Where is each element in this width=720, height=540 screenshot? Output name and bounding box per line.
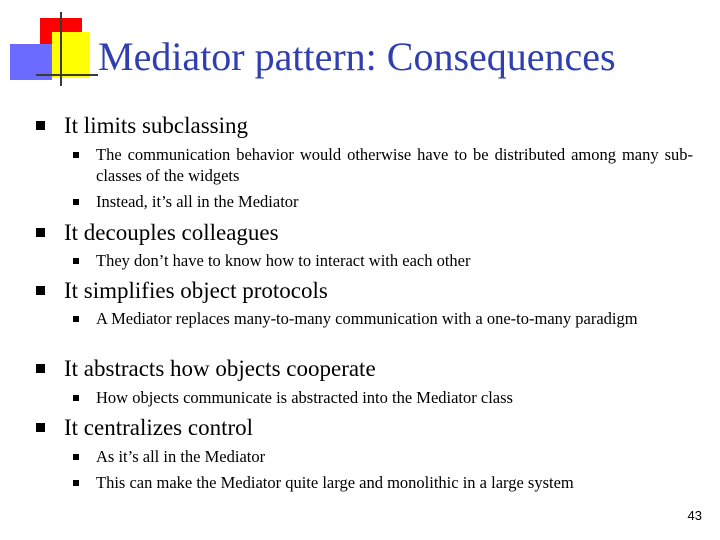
logo-horizontal-line [36,74,98,76]
square-bullet-icon [73,199,79,205]
logo-yellow-square [52,32,90,78]
square-bullet-icon [36,286,45,295]
point-text: It centralizes control [64,415,254,440]
point-text: It abstracts how objects cooperate [64,356,376,381]
slide-logo [0,0,100,90]
square-bullet-icon [36,228,45,237]
square-bullet-icon [73,454,79,460]
square-bullet-icon [36,121,45,130]
sub-point-text: As it’s all in the Mediator [96,447,266,466]
page-number: 43 [687,508,702,523]
point-text: It decouples colleagues [64,220,279,245]
square-bullet-icon [73,258,79,264]
square-bullet-icon [73,316,79,322]
sub-point-text: This can make the Mediator quite large and monolithic in a large system [96,473,574,492]
square-bullet-icon [73,480,79,486]
sub-point-text: Instead, it’s all in the Mediator [96,192,299,211]
square-bullet-icon [36,423,45,432]
square-bullet-icon [36,364,45,373]
point-text: It simplifies object protocols [64,278,328,303]
sub-point-text: The communication behavior would otherwise have to be distributed among many sub-classes of the widgets [96,145,693,185]
slide-title: Mediator pattern: Consequences [98,34,616,79]
square-bullet-icon [73,395,79,401]
sub-point-text: How objects communicate is abstracted into the Mediator class [96,388,513,407]
sub-point-text: They don’t have to know how to interact with each other [96,251,471,270]
sub-point-text: A Mediator replaces many-to-many communication with a one-to-many paradigm [96,309,638,328]
point-text: It limits subclassing [64,113,248,138]
square-bullet-icon [73,152,79,158]
